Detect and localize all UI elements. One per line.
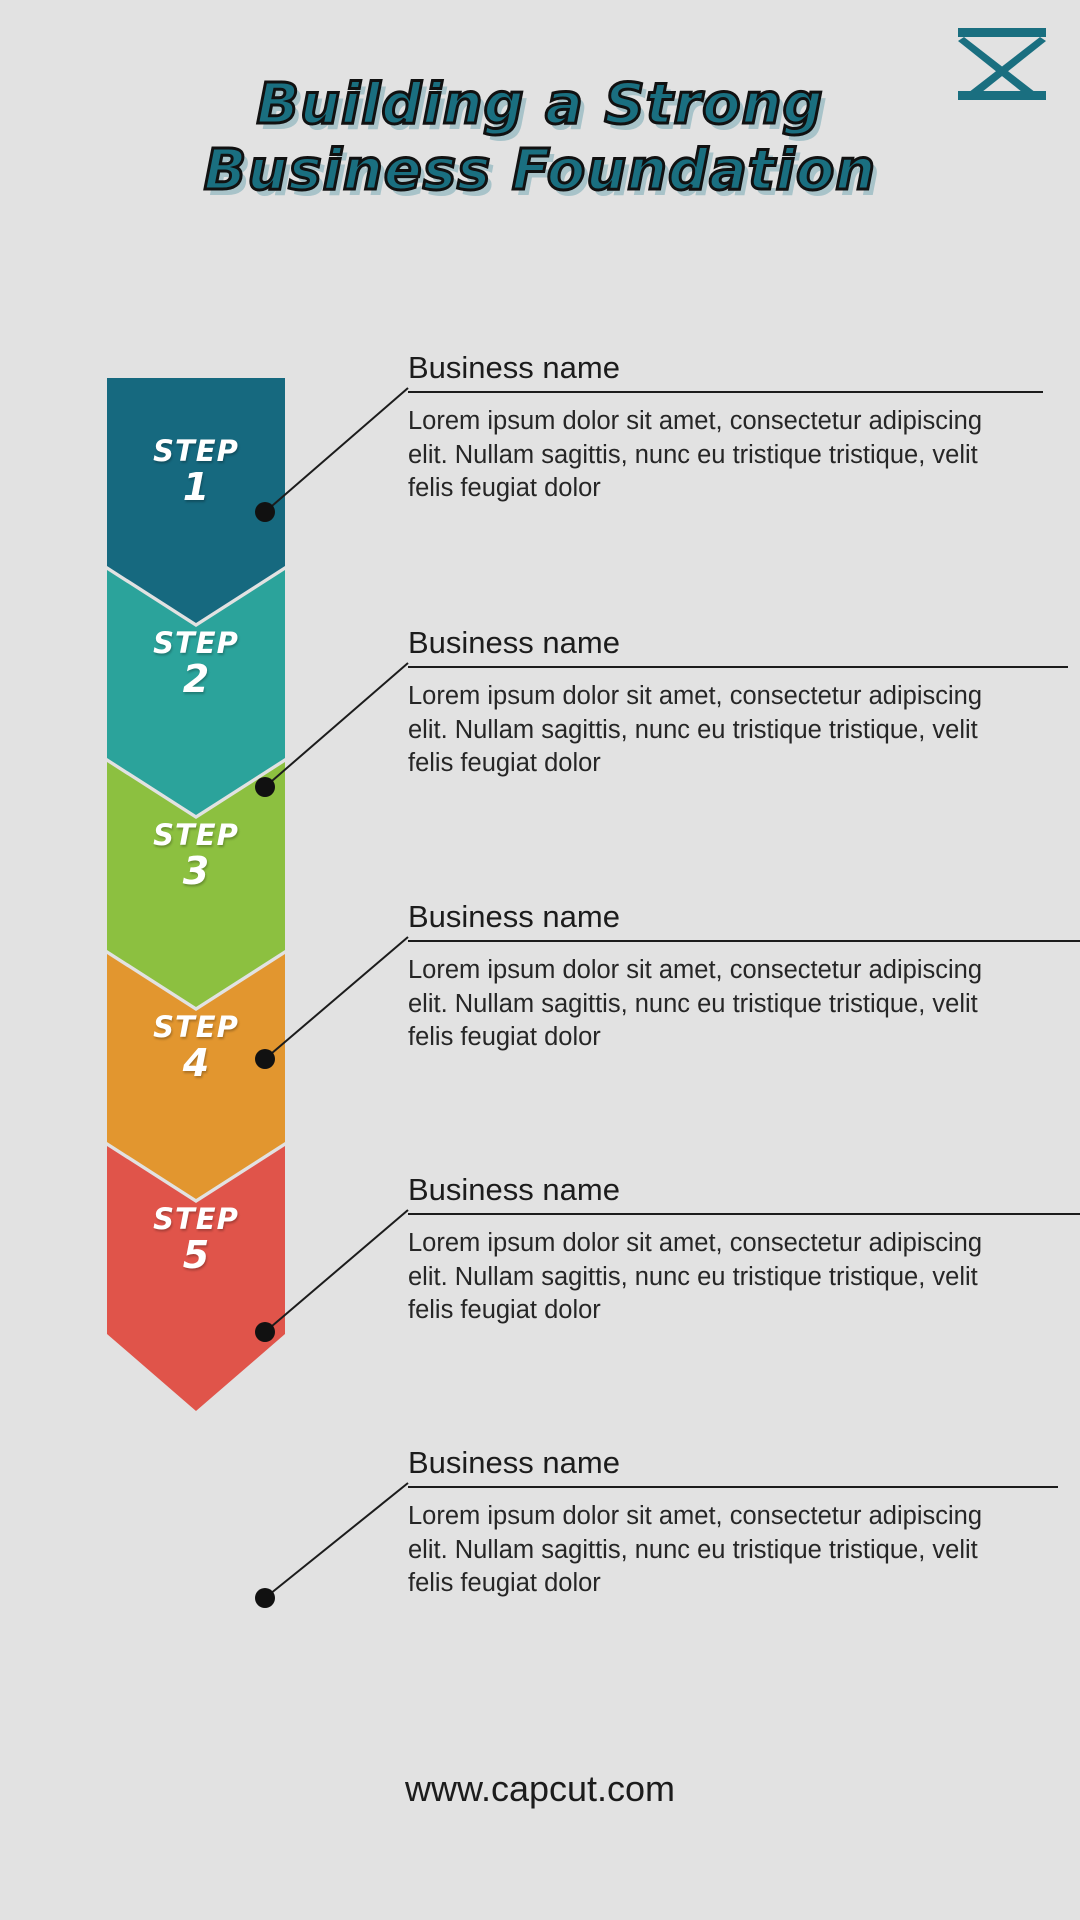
entry-2-rule bbox=[408, 666, 1068, 668]
step-5[interactable] bbox=[107, 1146, 285, 1415]
entry-2 bbox=[408, 625, 1068, 781]
entry-4-heading: Business name bbox=[408, 1172, 620, 1207]
page-title bbox=[0, 72, 1080, 204]
footer-url: www.capcut.com bbox=[404, 1768, 676, 1809]
entry-5 bbox=[408, 1445, 1058, 1601]
entry-2-body: Lorem ipsum dolor sit amet, consectetur adipiscing elit. Nullam sagittis, nunc eu tristique tristique, velit felis feugiat dolor bbox=[408, 682, 983, 778]
entry-5-heading: Business name bbox=[408, 1445, 620, 1480]
step-5-number: 5 bbox=[182, 1233, 210, 1278]
step-2-word: STEP bbox=[153, 626, 239, 660]
step-5-chevron bbox=[107, 1146, 285, 1411]
step-4-number: 4 bbox=[182, 1041, 210, 1086]
entry-3 bbox=[408, 899, 1080, 1055]
entry-4 bbox=[408, 1172, 1080, 1328]
step-3-word: STEP bbox=[153, 818, 239, 852]
entry-3-heading: Business name bbox=[408, 899, 620, 934]
step-2-number: 2 bbox=[182, 657, 210, 702]
page-title-line-2: Business Foundation bbox=[203, 138, 877, 204]
entry-1-rule bbox=[408, 391, 1043, 393]
entry-3-body: Lorem ipsum dolor sit amet, consectetur adipiscing elit. Nullam sagittis, nunc eu tristique tristique, velit felis feugiat dolor bbox=[408, 956, 983, 1052]
entry-4-rule bbox=[408, 1213, 1080, 1215]
step-5-word: STEP bbox=[153, 1202, 239, 1236]
step-1-word: STEP bbox=[153, 434, 239, 468]
entry-5-rule bbox=[408, 1486, 1058, 1488]
entry-1-body: Lorem ipsum dolor sit amet, consectetur adipiscing elit. Nullam sagittis, nunc eu tristique tristique, velit felis feugiat dolor bbox=[408, 407, 983, 503]
page-title-line-1: Building a Strong bbox=[256, 72, 824, 137]
entry-1 bbox=[408, 350, 1043, 506]
steps-arrow-column bbox=[107, 378, 285, 1415]
step-1-number: 1 bbox=[182, 465, 210, 510]
entry-4-body: Lorem ipsum dolor sit amet, consectetur adipiscing elit. Nullam sagittis, nunc eu tristique tristique, velit felis feugiat dolor bbox=[408, 1229, 983, 1325]
step-3-number: 3 bbox=[182, 849, 210, 894]
entry-1-heading: Business name bbox=[408, 350, 620, 385]
step-4-word: STEP bbox=[153, 1010, 239, 1044]
entry-5-body: Lorem ipsum dolor sit amet, consectetur adipiscing elit. Nullam sagittis, nunc eu tristique tristique, velit felis feugiat dolor bbox=[408, 1502, 983, 1598]
entry-3-rule bbox=[408, 940, 1080, 942]
entry-2-heading: Business name bbox=[408, 625, 620, 660]
